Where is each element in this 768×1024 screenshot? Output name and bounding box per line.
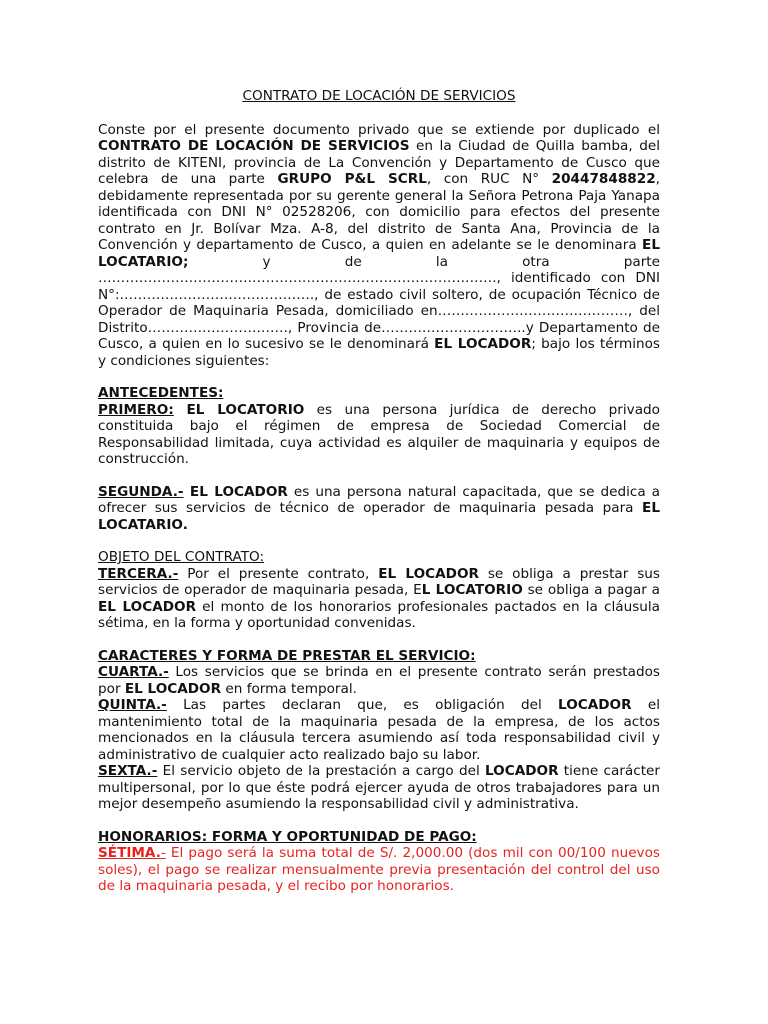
clause-text: tiene carácter multipersonal, por lo que éste podrá ejercer ayuda de otros trabajadores para un mejor desempeño asumiendo la responsabilidad civil y administrativa. <box>98 763 660 812</box>
intro-text: , debidamente representada por su gerente general la Señora Petrona Paja Yanapa identificada con DNI N° 02528206, con domicilio para efectos del presente contrato en Jr. Bolívar Mza. A-8, del distrito de Santa Ana, Provincia de la Convención y departamento de Cusco, a quien en adelante se le denominara <box>98 171 660 253</box>
locatorio-label: L LOCATORIO <box>421 582 523 598</box>
clause-text: El servicio objeto de la prestación a cargo del <box>157 763 485 779</box>
clause-label: SÉTIMA. <box>98 845 161 861</box>
clause-text: en forma temporal. <box>221 680 357 697</box>
locador-label: EL LOCADOR <box>124 680 222 697</box>
section-heading: ANTECEDENTES: <box>98 385 224 401</box>
ruc-number: 20447848822 <box>551 171 656 187</box>
clause-cuarta <box>98 664 660 697</box>
caracteres-heading <box>98 648 660 665</box>
intro-contract-name: CONTRATO DE LOCACIÓN DE SERVICIOS <box>98 138 410 154</box>
company-name: GRUPO P&L SCRL <box>277 171 427 187</box>
locatario-label: EL LOCATARIO. <box>98 500 660 533</box>
intro-paragraph <box>98 122 660 370</box>
clause-text: es una persona jurídica de derecho privado constituida bajo el régimen de empresa de Sociedad Comercial de Responsabilidad limitada, cuya actividad es alquiler de maquinaria y equipos de construcción. <box>98 401 660 467</box>
locador-label: EL LOCADOR <box>183 483 288 500</box>
intro-text: , con RUC N° <box>426 171 552 187</box>
clause-label: TERCERA.- <box>98 565 179 582</box>
clause-label: SEXTA.- <box>98 763 158 779</box>
clause-label: PRIMERO: <box>98 401 174 418</box>
clause-text: es una persona natural capacitada, que se dedica a ofrecer sus servicios de técnico de operador de maquinaria pesada para <box>98 483 661 516</box>
clause-setima <box>98 845 660 895</box>
locador-label: EL LOCADOR <box>434 336 532 352</box>
clause-text: se obliga a pagar a <box>522 582 660 598</box>
locador-label: EL LOCADOR <box>98 598 197 615</box>
clause-tercera <box>98 566 660 632</box>
clause-text: Los servicios que se brinda en el presente contrato serán prestados por <box>98 664 660 697</box>
locador-label: LOCADOR <box>485 763 559 779</box>
antecedentes-heading <box>98 385 660 402</box>
clause-label: SEGUNDA.- <box>98 483 184 500</box>
clause-primero <box>98 402 660 468</box>
clause-label: CUARTA.- <box>98 664 169 680</box>
intro-text: y de la otra parte ……………………………………………………………………………., identificado con DNI N°:……………………………………., de estado civil soltero, de ocupación Técnico de Operador de Maquinaria Pesada, domiciliado en……………………………………, del Distrito…………………………., Provincia de…………………………..y Departamento de Cusco, a quien en lo sucesivo se le denominará <box>98 253 660 352</box>
clause-text: se obliga a prestar sus servicios de operador de maquinaria pesada, E <box>98 565 661 598</box>
honorarios-heading <box>98 829 660 846</box>
objeto-heading <box>98 549 660 566</box>
locatorio-label: EL LOCATORIO <box>173 401 305 418</box>
section-heading: CARACTERES Y FORMA DE PRESTAR EL SERVICIO: <box>98 647 476 664</box>
clause-segunda <box>98 484 660 534</box>
section-heading: HONORARIOS: FORMA Y OPORTUNIDAD DE PAGO: <box>98 828 477 845</box>
clause-text: el monto de los honorarios profesionales pactados en la cláusula sétima, en la forma y oportunidad convenidas. <box>98 598 661 631</box>
document-title: CONTRATO DE LOCACIÓN DE SERVICIOS <box>242 88 516 104</box>
locador-label: LOCADOR <box>558 697 632 713</box>
clause-label-dash: - <box>160 845 166 861</box>
clause-text: Por el presente contrato, <box>178 565 379 582</box>
locatario-label: EL LOCATARIO; <box>98 237 660 270</box>
intro-text: en la Ciudad de Quilla bamba, del distrito de KITENI, provincia de La Convención y Departamento de Cusco que celebra de una parte <box>98 138 660 187</box>
clause-text: el mantenimiento total de la maquinaria pesada de la empresa, de los actos mencionados en la cláusula tercera asumiendo así toda responsabilidad civil y administrativo de cualquier acto realizado bajo su labor. <box>98 697 660 763</box>
intro-text: Conste por el presente documento privado que se extiende por duplicado el <box>98 121 660 138</box>
clause-label: QUINTA.- <box>98 697 167 713</box>
clause-text: Las partes declaran que, es obligación del <box>166 697 559 713</box>
intro-text: ; bajo los términos y condiciones siguientes: <box>98 336 660 369</box>
clause-sexta <box>98 763 660 813</box>
section-heading: OBJETO DEL CONTRATO: <box>98 549 265 565</box>
locador-label: EL LOCADOR <box>378 565 479 582</box>
clause-text: El pago será la suma total de S/. 2,000.00 (dos mil con 00/100 nuevos soles), el pago se realizar mensualmente previa presentación del control del uso de la maquinaria pesada, y el recibo por honorarios. <box>98 845 660 894</box>
clause-quinta <box>98 697 660 763</box>
contract-document <box>98 88 660 895</box>
